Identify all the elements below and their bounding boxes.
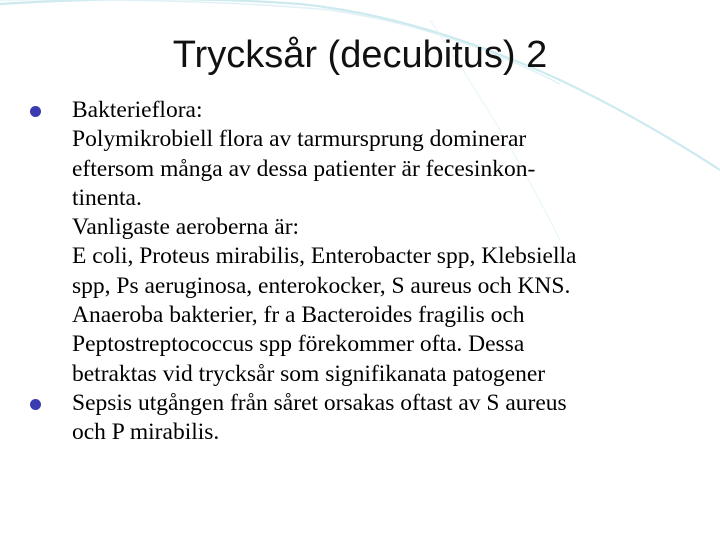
slide-body xyxy=(30,96,690,448)
text-line: Bakterieflora: xyxy=(72,97,203,123)
text-line: spp, Ps aeruginosa, enterokocker, S aureus och KNS. xyxy=(72,272,571,299)
slide-title: Trycksår (decubitus) 2 xyxy=(172,34,548,76)
text-line: Anaeroba bakterier, fr a Bacteroides fragilis och xyxy=(72,302,525,329)
bullet-item-bakterieflora xyxy=(30,96,690,389)
text-line: eftersom många av dessa patienter är fecesinkon- xyxy=(72,155,536,182)
text-line: Polymikrobiell flora av tarmursprung dominerar xyxy=(72,126,527,153)
bullet-dot-icon xyxy=(30,399,41,410)
bullet-dot-icon xyxy=(30,106,41,117)
text-line: E coli, Proteus mirabilis, Enterobacter spp, Klebsiella xyxy=(72,243,577,270)
text-line: betraktas vid trycksår som signifikanata patogener xyxy=(72,360,546,387)
bullet-item-sepsis xyxy=(30,389,690,448)
text-line: och P mirabilis. xyxy=(72,419,220,446)
text-line: Vanligaste aeroberna är: xyxy=(72,214,300,241)
text-line: Peptostreptococcus spp förekommer ofta. Dessa xyxy=(72,331,525,358)
text-line: tinenta. xyxy=(72,184,142,211)
text-line: Sepsis utgången från såret orsakas oftast av S aureus xyxy=(72,389,567,416)
